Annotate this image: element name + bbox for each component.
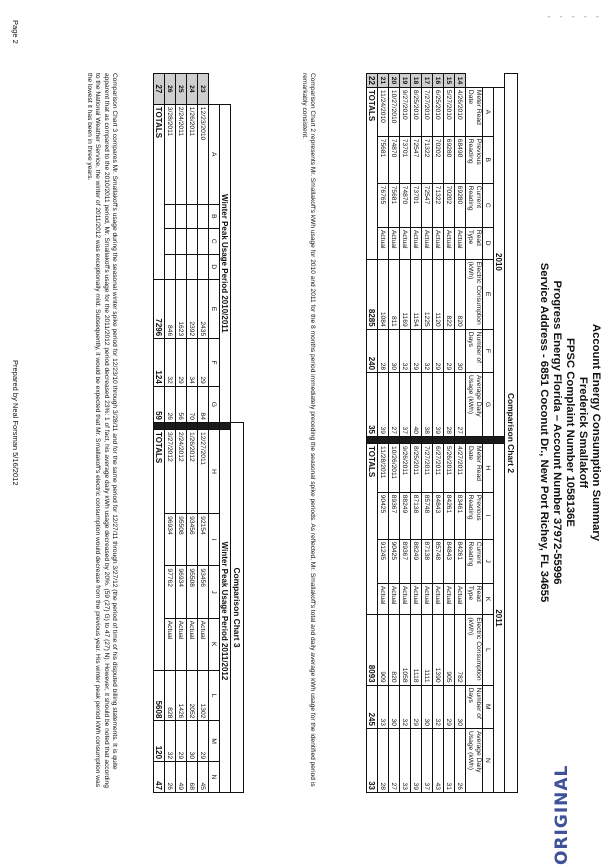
column-letter: E bbox=[483, 259, 494, 329]
totals-row bbox=[154, 74, 165, 793]
table-cell: 96934 bbox=[176, 566, 187, 618]
column-separator bbox=[466, 437, 483, 444]
column-header: Number of Days bbox=[466, 685, 483, 728]
table-cell: Actual bbox=[400, 227, 411, 259]
totals-cell: 8093 bbox=[367, 615, 378, 685]
table-cell: Actual bbox=[198, 618, 209, 670]
table-cell: 75681 bbox=[389, 183, 400, 227]
column-header: Average Daily Usage (kWh) bbox=[466, 373, 483, 437]
column-separator bbox=[411, 437, 422, 444]
table-cell: Actual bbox=[455, 583, 466, 615]
page-number: Page 2 bbox=[11, 20, 20, 44]
totals-cell: 7296 bbox=[154, 280, 165, 339]
row-number: 17 bbox=[422, 74, 433, 88]
chart3-explanation: Comparison Chart 3 compares Mr. Smallakoff's usage during the seasonal winter spike period for 12/23/10 through 3/28/11 and for the same period for 12/27/11 through 3/27/12 (the period of time of his disputed billing statements. It is quite apparent that as compared to the 2010/2011 period, Mr. Smallakoff's usage for the 2011/2012 period decreased 23%: 1 of fact, his average daily kWh usage decreased by 20%. (59 (27) G) to 47 (27) N). However, it should be noted that according to the National Weather Service, the winter of 2011/2012 was exceptionally mild. Subsequently, it would be expected that Mr. Smallakoff's electric consumption would decrease from the previous year. His winter peak period kWh consumption was the lowest it has been in three years. bbox=[86, 73, 118, 788]
column-letter: F bbox=[209, 339, 220, 387]
column-letter: B bbox=[209, 204, 220, 229]
table-cell: Actual bbox=[400, 583, 411, 615]
table-cell: 5/27/2010 bbox=[444, 87, 455, 136]
column-letter: J bbox=[209, 566, 220, 618]
table-cell: 85748 bbox=[422, 492, 433, 539]
table-row bbox=[165, 74, 176, 793]
column-letter: C bbox=[209, 229, 220, 255]
totals-label: TOTALS bbox=[367, 87, 378, 259]
table-cell: 30 bbox=[389, 329, 400, 372]
table-cell: 91245 bbox=[378, 539, 389, 583]
totals-cell: 47 bbox=[154, 762, 165, 793]
row-number: 22 bbox=[367, 74, 378, 88]
table-cell: 74870 bbox=[400, 183, 411, 227]
table-cell: 49 bbox=[176, 762, 187, 793]
service-address: Service Address - 6851 Coconut Dr., New Port Richey, FL 34655 bbox=[538, 262, 550, 603]
table-cell: 29 bbox=[411, 685, 422, 728]
column-letter: G bbox=[483, 373, 494, 437]
table-cell: Actual bbox=[455, 227, 466, 259]
column-separator bbox=[198, 422, 209, 429]
table-row bbox=[187, 74, 198, 793]
table-cell: 30 bbox=[422, 685, 433, 728]
complaint-number: FPSC Complaint Number 1058136E bbox=[564, 338, 576, 527]
totals-cell: 5608 bbox=[154, 670, 165, 720]
column-header: Electric Consumption (kWh) bbox=[466, 615, 483, 685]
table-cell: 72547 bbox=[411, 136, 422, 183]
table-cell: 12/27/2011 bbox=[198, 429, 209, 513]
original-stamp: ORIGINAL bbox=[552, 764, 572, 865]
table-cell: 29 bbox=[444, 329, 455, 372]
row-number: 14 bbox=[455, 74, 466, 88]
table-row bbox=[422, 74, 433, 793]
column-separator bbox=[187, 422, 198, 429]
table-cell: 96934 bbox=[165, 514, 176, 566]
table-cell bbox=[165, 204, 176, 229]
table-cell: 38 bbox=[422, 373, 433, 437]
table-cell: 97762 bbox=[165, 566, 176, 618]
column-letter: I bbox=[483, 492, 494, 539]
column-separator bbox=[176, 422, 187, 429]
column-separator bbox=[154, 422, 165, 429]
table-cell: Actual bbox=[411, 227, 422, 259]
table-cell: 29 bbox=[176, 721, 187, 762]
row-number: 23 bbox=[198, 74, 209, 105]
table-cell bbox=[198, 204, 209, 229]
table-cell: 37 bbox=[422, 728, 433, 792]
chart2-year-right: 2011 bbox=[494, 444, 505, 793]
table-cell bbox=[187, 204, 198, 229]
table-cell: 73701 bbox=[411, 183, 422, 227]
table-row bbox=[433, 74, 444, 793]
table-cell bbox=[187, 229, 198, 255]
chart2-year-left: 2010 bbox=[494, 87, 505, 436]
column-header: Read Type bbox=[466, 227, 483, 259]
column-separator bbox=[444, 437, 455, 444]
comparison-chart-2 bbox=[366, 73, 518, 793]
corner-cell bbox=[466, 74, 483, 88]
column-letter: K bbox=[483, 583, 494, 615]
table-cell: Actual bbox=[433, 583, 444, 615]
table-cell: 1302 bbox=[198, 670, 209, 720]
column-letter: K bbox=[209, 618, 220, 670]
table-cell: 822 bbox=[444, 259, 455, 329]
row-number: 20 bbox=[389, 74, 400, 88]
table-cell: 1118 bbox=[411, 615, 422, 685]
row-number: 19 bbox=[400, 74, 411, 88]
table-cell: Actual bbox=[422, 227, 433, 259]
table-cell: 29 bbox=[411, 329, 422, 372]
table-cell: Actual bbox=[389, 583, 400, 615]
table-cell: 89367 bbox=[400, 539, 411, 583]
table-cell: 92154 bbox=[198, 514, 209, 566]
table-cell: 9/27/2010 bbox=[400, 87, 411, 136]
table-cell: 1111 bbox=[422, 615, 433, 685]
table-cell: 84 bbox=[198, 386, 209, 422]
chart3-period-left: Winter Peak Usage Period 2010/2011 bbox=[220, 104, 231, 422]
table-cell: Actual bbox=[433, 227, 444, 259]
table-cell: 29 bbox=[198, 721, 209, 762]
table-cell: 70 bbox=[187, 386, 198, 422]
table-row bbox=[444, 74, 455, 793]
table-cell: 2392 bbox=[187, 280, 198, 339]
table-cell bbox=[198, 254, 209, 280]
table-cell: 33 bbox=[400, 728, 411, 792]
column-separator bbox=[378, 437, 389, 444]
chart3-letter-row bbox=[209, 74, 220, 793]
table-cell: Actual bbox=[444, 227, 455, 259]
chart2-letter-row bbox=[483, 74, 494, 793]
table-cell: Actual bbox=[176, 618, 187, 670]
table-cell: 87138 bbox=[422, 539, 433, 583]
account-number: Progress Energy Florida – Account Number 37972-55996 bbox=[551, 280, 563, 585]
column-header: Current Reading bbox=[466, 183, 483, 227]
table-cell bbox=[187, 254, 198, 280]
totals-cell: 33 bbox=[367, 728, 378, 792]
column-letter: F bbox=[483, 329, 494, 372]
table-cell: 6/27/2011 bbox=[433, 444, 444, 493]
table-cell: 27 bbox=[389, 728, 400, 792]
chart3-period-row bbox=[220, 74, 231, 793]
scan-marks: - - - - - bbox=[547, 12, 602, 22]
table-cell: 72547 bbox=[422, 183, 433, 227]
table-cell: 32 bbox=[165, 339, 176, 387]
table-cell: 905 bbox=[444, 615, 455, 685]
row-number: 26 bbox=[165, 74, 176, 105]
column-separator bbox=[455, 437, 466, 444]
table-cell: 88249 bbox=[400, 492, 411, 539]
column-letter: A bbox=[483, 87, 494, 136]
column-separator bbox=[209, 422, 220, 429]
table-cell: 89367 bbox=[389, 492, 400, 539]
corner-cell bbox=[483, 74, 494, 88]
table-cell: 28 bbox=[378, 329, 389, 372]
table-cell: 76765 bbox=[378, 183, 389, 227]
chart2-header-row bbox=[466, 74, 483, 793]
table-row bbox=[400, 74, 411, 793]
table-cell: 74870 bbox=[389, 136, 400, 183]
column-header: Electric Consumption (kWh) bbox=[466, 259, 483, 329]
table-cell: 68 bbox=[187, 762, 198, 793]
table-cell: 32 bbox=[433, 685, 444, 728]
table-cell: 1390 bbox=[433, 615, 444, 685]
table-cell: 10/26/2011 bbox=[389, 444, 400, 493]
column-letter: A bbox=[209, 104, 220, 204]
column-letter: D bbox=[209, 254, 220, 280]
table-cell: 2435 bbox=[198, 280, 209, 339]
table-cell: 1120 bbox=[433, 259, 444, 329]
table-cell bbox=[176, 204, 187, 229]
totals-row bbox=[367, 74, 378, 793]
table-cell bbox=[198, 229, 209, 255]
table-cell: 71322 bbox=[422, 136, 433, 183]
table-cell: 93456 bbox=[198, 566, 209, 618]
table-cell: 95508 bbox=[187, 566, 198, 618]
column-letter: C bbox=[483, 183, 494, 227]
table-cell: 33 bbox=[378, 685, 389, 728]
column-header: Number of Days bbox=[466, 329, 483, 372]
table-cell: 70202 bbox=[433, 136, 444, 183]
table-cell: 32 bbox=[422, 329, 433, 372]
table-cell: 28 bbox=[444, 373, 455, 437]
row-number: 27 bbox=[154, 74, 165, 105]
prepared-by: Prepared by Neal Forsman 5/16/2012 bbox=[11, 360, 20, 486]
table-cell: 1154 bbox=[411, 259, 422, 329]
table-cell: 40 bbox=[411, 373, 422, 437]
column-letter: H bbox=[483, 444, 494, 493]
table-cell: 4/26/2010 bbox=[455, 87, 466, 136]
column-letter: M bbox=[209, 721, 220, 762]
table-cell: 32 bbox=[400, 329, 411, 372]
column-letter: J bbox=[483, 539, 494, 583]
column-letter: L bbox=[209, 670, 220, 720]
column-header: Average Daily Usage (kWh) bbox=[466, 728, 483, 792]
table-cell: 1/26/2011 bbox=[187, 104, 198, 204]
table-cell: 2/24/2011 bbox=[176, 104, 187, 204]
totals-cell: 124 bbox=[154, 339, 165, 387]
table-cell: 43 bbox=[433, 728, 444, 792]
column-separator bbox=[389, 437, 400, 444]
table-cell: 32 bbox=[400, 685, 411, 728]
table-cell: 39 bbox=[378, 373, 389, 437]
table-cell: 820 bbox=[389, 615, 400, 685]
table-row bbox=[389, 74, 400, 793]
table-cell: 88249 bbox=[411, 539, 422, 583]
table-cell: 1225 bbox=[422, 259, 433, 329]
table-cell: 84843 bbox=[444, 539, 455, 583]
table-cell: 71322 bbox=[433, 183, 444, 227]
table-cell bbox=[176, 229, 187, 255]
table-row bbox=[378, 74, 389, 793]
table-cell: 11/28/2011 bbox=[378, 444, 389, 493]
table-cell: 93456 bbox=[187, 514, 198, 566]
table-cell: 56 bbox=[176, 386, 187, 422]
table-row bbox=[176, 74, 187, 793]
chart2-year-row bbox=[494, 74, 505, 793]
column-separator bbox=[367, 437, 378, 444]
table-cell: 30 bbox=[455, 685, 466, 728]
table-cell: 1084 bbox=[378, 259, 389, 329]
table-cell: 8/25/2010 bbox=[411, 87, 422, 136]
column-separator bbox=[422, 437, 433, 444]
column-letter: G bbox=[209, 386, 220, 422]
table-row bbox=[411, 74, 422, 793]
table-cell: 87138 bbox=[411, 492, 422, 539]
comparison-chart-3 bbox=[153, 73, 244, 793]
column-letter: N bbox=[483, 728, 494, 792]
table-cell: 45 bbox=[198, 762, 209, 793]
table-cell: 29 bbox=[433, 329, 444, 372]
table-cell: Actual bbox=[378, 583, 389, 615]
table-cell: 84261 bbox=[444, 492, 455, 539]
column-header: Meter Read Date bbox=[466, 87, 483, 136]
table-cell: 75681 bbox=[378, 136, 389, 183]
summary-title: Account Energy Consumption Summary bbox=[590, 323, 602, 542]
table-cell: 83461 bbox=[455, 492, 466, 539]
table-cell: 29 bbox=[176, 339, 187, 387]
table-cell: Actual bbox=[444, 583, 455, 615]
table-cell: 26 bbox=[455, 728, 466, 792]
column-letter: B bbox=[483, 136, 494, 183]
table-cell: 73701 bbox=[400, 136, 411, 183]
table-cell: 1169 bbox=[400, 259, 411, 329]
chart3-title: Comparison Chart 3 bbox=[231, 422, 244, 792]
table-cell: 11/24/2010 bbox=[378, 87, 389, 136]
column-header: Previous Reading bbox=[466, 492, 483, 539]
totals-label: TOTALS bbox=[367, 444, 378, 615]
totals-label: TOTALS bbox=[154, 104, 165, 279]
table-cell: 1426 bbox=[176, 670, 187, 720]
table-cell: 909 bbox=[378, 615, 389, 685]
table-cell: 3/27/2012 bbox=[165, 429, 176, 513]
table-cell: 68490 bbox=[455, 136, 466, 183]
table-cell: 90425 bbox=[389, 539, 400, 583]
row-number: 16 bbox=[433, 74, 444, 88]
column-letter: N bbox=[209, 762, 220, 793]
table-cell bbox=[165, 229, 176, 255]
column-header: Current Reading bbox=[466, 539, 483, 583]
table-cell: 9/26/2011 bbox=[400, 444, 411, 493]
table-cell: 4/27/2011 bbox=[455, 444, 466, 493]
table-cell: 811 bbox=[389, 259, 400, 329]
table-cell: Actual bbox=[422, 583, 433, 615]
table-cell: 7/27/2010 bbox=[422, 87, 433, 136]
column-separator bbox=[165, 422, 176, 429]
table-cell: 90425 bbox=[378, 492, 389, 539]
table-cell: 6/25/2010 bbox=[433, 87, 444, 136]
table-cell: 846 bbox=[165, 280, 176, 339]
table-cell: 32 bbox=[165, 721, 176, 762]
column-header: Meter Read Date bbox=[466, 444, 483, 493]
column-letter: D bbox=[483, 227, 494, 259]
row-number: 18 bbox=[411, 74, 422, 88]
column-separator bbox=[400, 437, 411, 444]
table-cell: 8/25/2011 bbox=[411, 444, 422, 493]
table-row bbox=[455, 74, 466, 793]
row-number: 25 bbox=[176, 74, 187, 105]
table-cell: 34 bbox=[187, 339, 198, 387]
table-cell: 1623 bbox=[176, 280, 187, 339]
column-letter: E bbox=[209, 280, 220, 339]
table-cell: 27 bbox=[455, 373, 466, 437]
table-cell: Actual bbox=[187, 618, 198, 670]
column-header: Previous Reading bbox=[466, 136, 483, 183]
column-separator bbox=[433, 437, 444, 444]
table-cell: 2/24/2012 bbox=[176, 429, 187, 513]
table-cell: 2052 bbox=[187, 670, 198, 720]
table-cell: Actual bbox=[165, 618, 176, 670]
column-letter: H bbox=[209, 429, 220, 513]
table-cell: 10/27/2010 bbox=[389, 87, 400, 136]
table-cell: Actual bbox=[389, 227, 400, 259]
table-cell: 84261 bbox=[455, 539, 466, 583]
column-header: Read Type bbox=[466, 583, 483, 615]
table-cell: 69280 bbox=[444, 136, 455, 183]
column-letter: L bbox=[483, 615, 494, 685]
table-cell: 30 bbox=[187, 721, 198, 762]
table-cell: 7/27/2011 bbox=[422, 444, 433, 493]
totals-cell: 240 bbox=[367, 329, 378, 372]
table-cell: 28 bbox=[378, 728, 389, 792]
chart3-period-right: Winter Peak Usage Period 2011/2012 bbox=[220, 429, 231, 792]
customer-name: Frederick Smallakoff bbox=[577, 376, 589, 489]
table-cell: 29 bbox=[198, 339, 209, 387]
totals-cell: 245 bbox=[367, 685, 378, 728]
totals-cell: 120 bbox=[154, 721, 165, 762]
table-cell: 84843 bbox=[433, 492, 444, 539]
table-cell: 29 bbox=[444, 685, 455, 728]
table-cell: 26 bbox=[165, 386, 176, 422]
table-cell: 26 bbox=[165, 762, 176, 793]
table-cell bbox=[176, 254, 187, 280]
table-cell: 30 bbox=[389, 685, 400, 728]
totals-cell: 59 bbox=[154, 386, 165, 422]
totals-label: TOTALS bbox=[154, 429, 165, 670]
chart2-title: Comparison Chart 2 bbox=[505, 74, 518, 793]
table-cell: 820 bbox=[455, 259, 466, 329]
column-letter: M bbox=[483, 685, 494, 728]
table-cell: 39 bbox=[433, 373, 444, 437]
table-cell: 70202 bbox=[444, 183, 455, 227]
table-cell: 782 bbox=[455, 615, 466, 685]
chart2-explanation: Comparison Chart 2 represents Mr. Smallakoff's kWh usage for 2010 and 2011 for the 8 months period immediately preceding the seasonal spike periods. As reflected, Mr. Smallakoff's total and daily average kWh usage for the identified period is remarkably consistent. bbox=[300, 73, 316, 787]
table-cell: 12/23/2010 bbox=[198, 104, 209, 204]
table-cell: Actual bbox=[378, 227, 389, 259]
table-cell: 69280 bbox=[455, 183, 466, 227]
corner-cell bbox=[209, 74, 220, 105]
table-row bbox=[198, 74, 209, 793]
table-cell: 1058 bbox=[400, 615, 411, 685]
table-cell: 1/26/2012 bbox=[187, 429, 198, 513]
table-cell: 5/26/2011 bbox=[444, 444, 455, 493]
column-separator bbox=[483, 437, 494, 444]
totals-cell: 8285 bbox=[367, 259, 378, 329]
row-number: 24 bbox=[187, 74, 198, 105]
table-cell bbox=[165, 254, 176, 280]
row-number: 15 bbox=[444, 74, 455, 88]
table-cell: 37 bbox=[400, 373, 411, 437]
table-cell: 27 bbox=[389, 373, 400, 437]
table-cell: 30 bbox=[455, 329, 466, 372]
table-cell: 39 bbox=[411, 728, 422, 792]
table-cell: 31 bbox=[444, 728, 455, 792]
column-letter: I bbox=[209, 514, 220, 566]
table-cell: 95508 bbox=[176, 514, 187, 566]
table-cell: Actual bbox=[411, 583, 422, 615]
table-cell: 3/28/2011 bbox=[165, 104, 176, 204]
table-cell: 85748 bbox=[433, 539, 444, 583]
table-cell: 828 bbox=[165, 670, 176, 720]
totals-cell: 35 bbox=[367, 373, 378, 437]
row-number: 21 bbox=[378, 74, 389, 88]
